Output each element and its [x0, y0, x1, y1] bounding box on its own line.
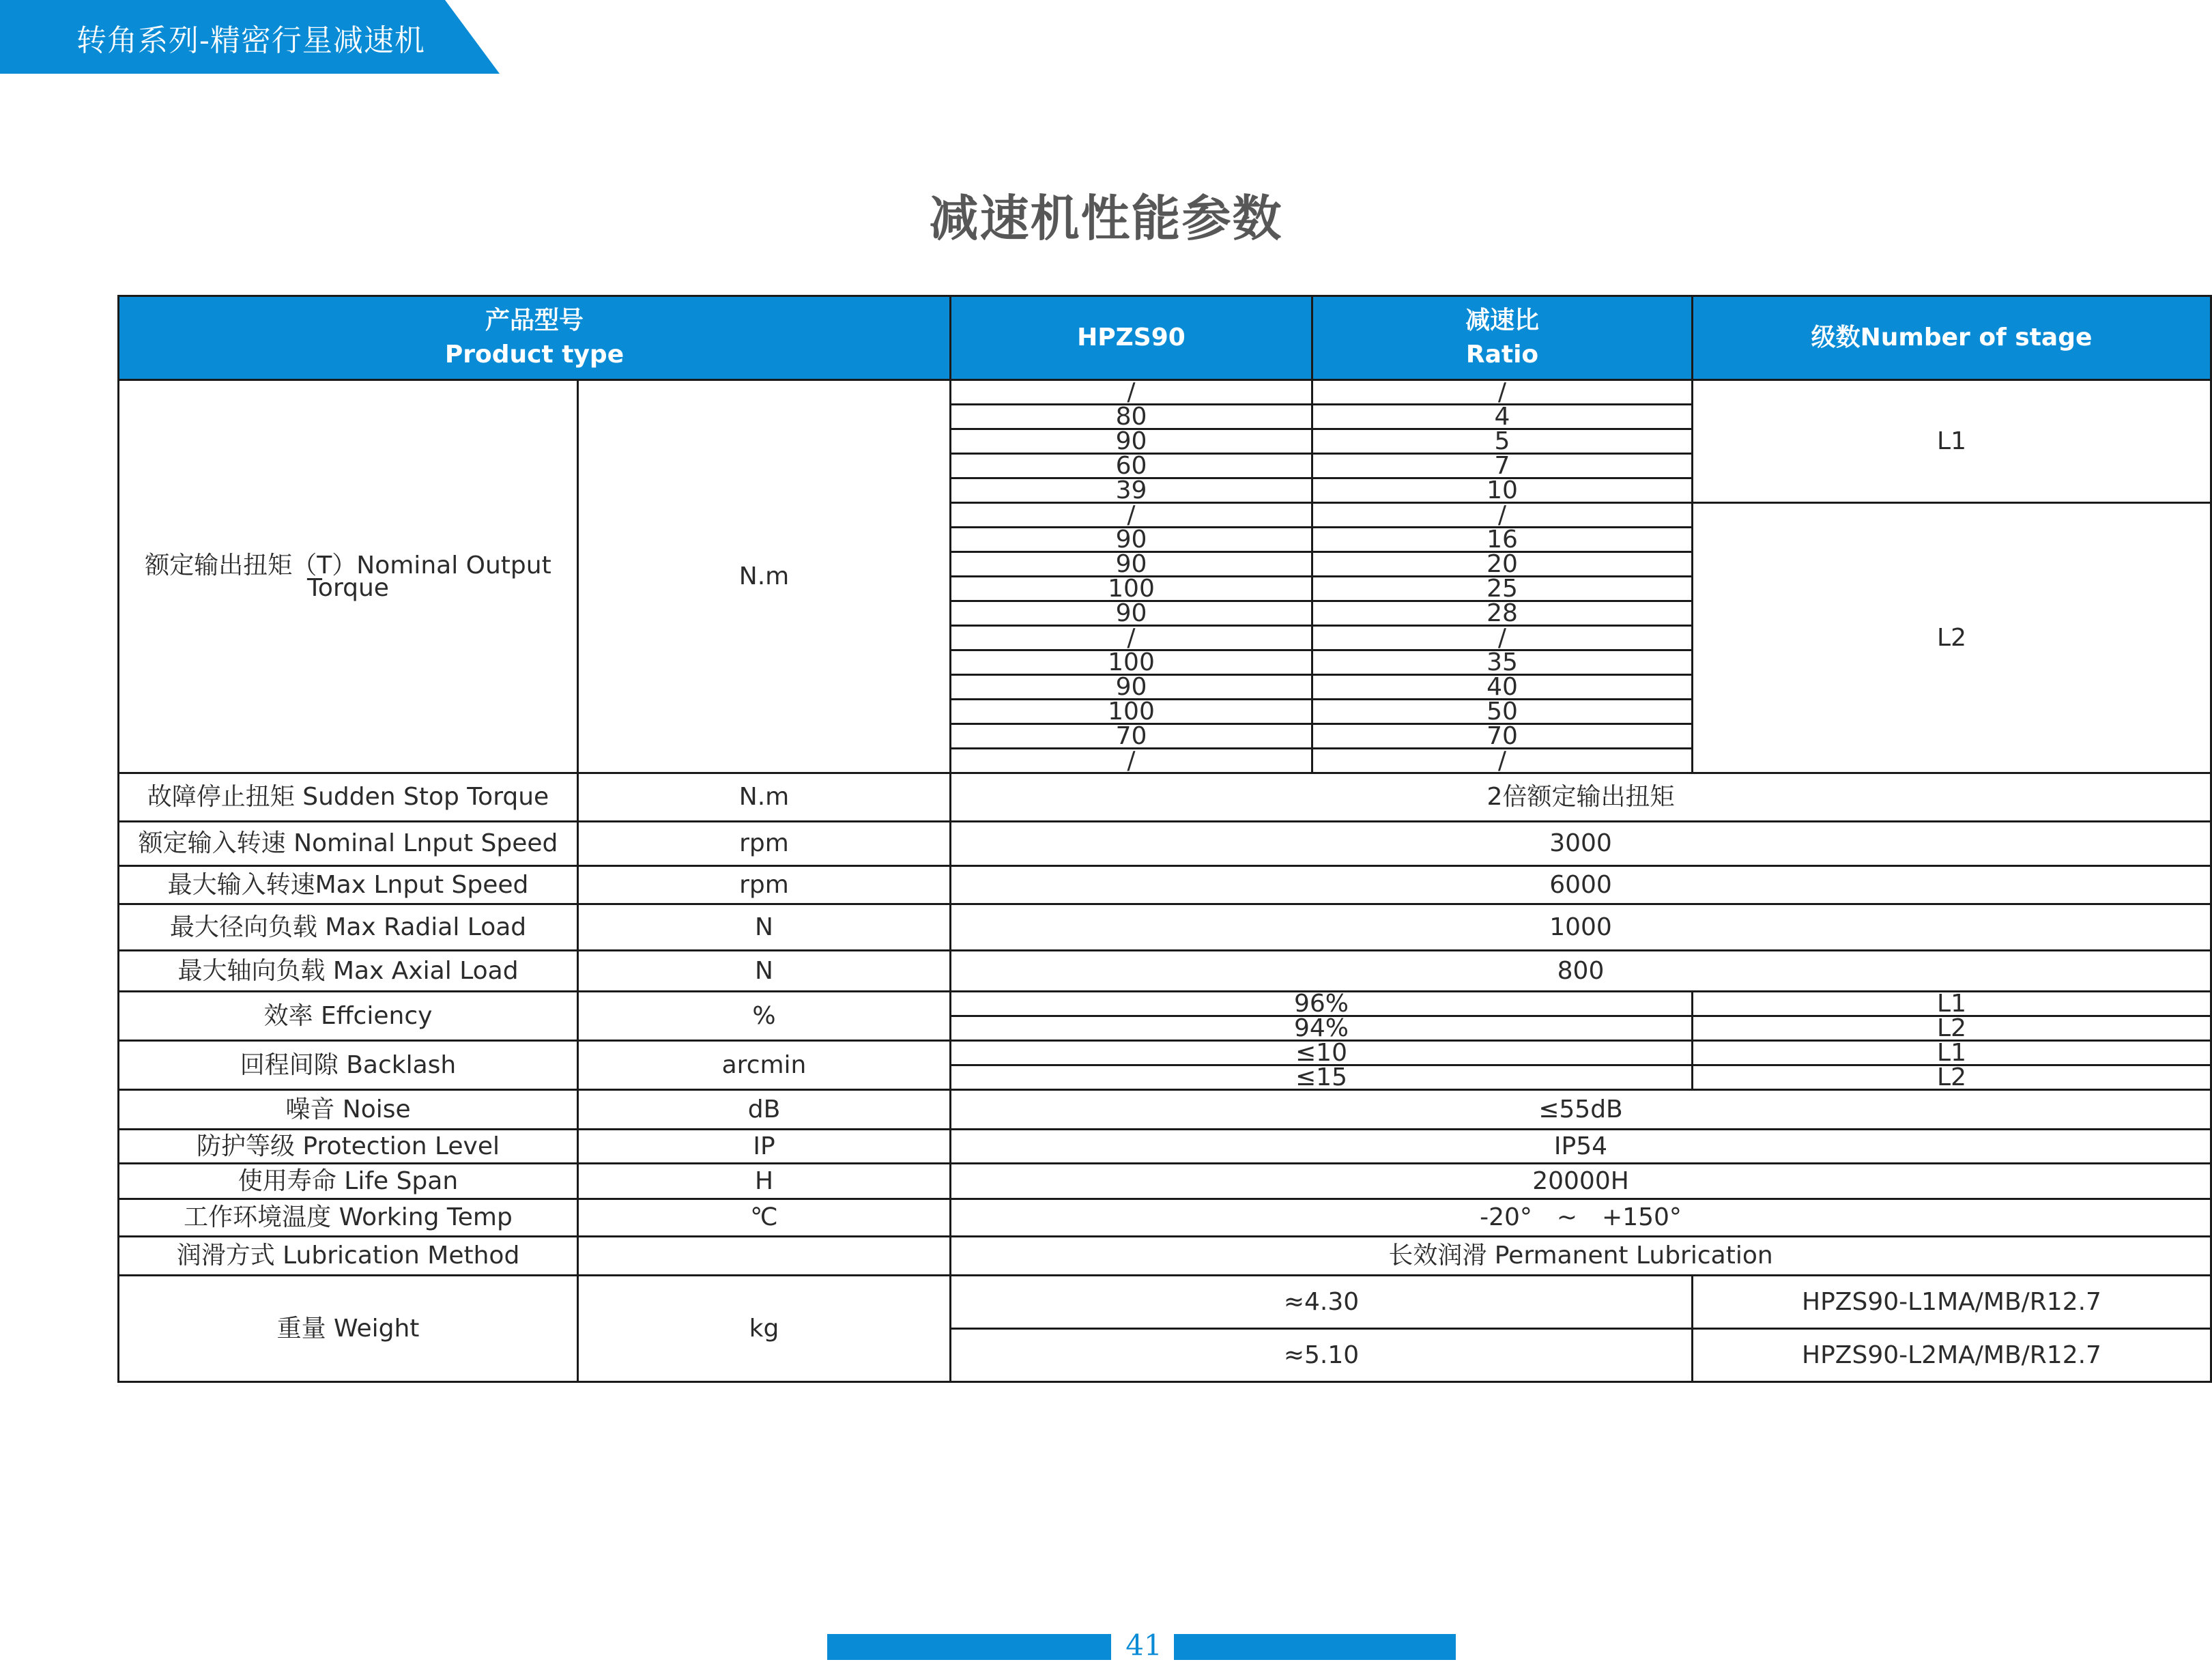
torque-ratio: 5: [1312, 429, 1693, 454]
axial-load-label: 最大轴向负载 Max Axial Load: [119, 951, 578, 992]
table-row: [119, 773, 2211, 822]
efficiency-value-l2: 94%: [951, 1016, 1693, 1041]
torque-ratio: /: [1312, 380, 1693, 405]
torque-value: 90: [951, 675, 1312, 700]
table-row: [119, 1237, 2211, 1276]
torque-value: /: [951, 626, 1312, 650]
backlash-value-l1: ≤10: [951, 1041, 1693, 1065]
table-row: [119, 1276, 2211, 1329]
torque-value: 90: [951, 528, 1312, 552]
torque-ratio: 10: [1312, 478, 1693, 503]
torque-value: 90: [951, 429, 1312, 454]
backlash-label: 回程间隙 Backlash: [119, 1041, 578, 1090]
table-row: [119, 822, 2211, 866]
torque-value: 100: [951, 700, 1312, 724]
torque-value: /: [951, 380, 1312, 405]
temp-value: -20° ~ +150°: [951, 1199, 2211, 1237]
weight-model-l2: HPZS90-L2MA/MB/R12.7: [1693, 1329, 2211, 1382]
life-unit: H: [578, 1164, 951, 1199]
noise-label: 噪音 Noise: [119, 1090, 578, 1130]
torque-value: 39: [951, 478, 1312, 503]
table-row: [119, 951, 2211, 992]
torque-ratio: /: [1312, 749, 1693, 773]
noise-value: ≤55dB: [951, 1090, 2211, 1130]
torque-label: 额定输出扭矩（T）Nominal Output Torque: [119, 380, 578, 773]
backlash-stage-l2: L2: [1693, 1065, 2211, 1090]
torque-unit: N.m: [578, 380, 951, 773]
footer-bar-left: [827, 1634, 1111, 1660]
torque-ratio: 7: [1312, 454, 1693, 478]
table-header-row: [119, 296, 2211, 380]
efficiency-stage-l1: L1: [1693, 992, 2211, 1016]
torque-value: 100: [951, 650, 1312, 675]
weight-value-l1: ≈4.30: [951, 1276, 1693, 1329]
table-row: [119, 1164, 2211, 1199]
weight-value-l2: ≈5.10: [951, 1329, 1693, 1382]
header-stage: 级数Number of stage: [1693, 296, 2211, 380]
table-row: [119, 904, 2211, 951]
torque-value: 90: [951, 601, 1312, 626]
torque-ratio: 20: [1312, 552, 1693, 577]
efficiency-unit: %: [578, 992, 951, 1041]
efficiency-label: 效率 Effciency: [119, 992, 578, 1041]
section-tab-label: 转角系列-精密行星减速机: [76, 23, 425, 58]
lubrication-value: 长效润滑 Permanent Lubrication: [951, 1237, 2211, 1276]
table-row: [119, 1090, 2211, 1130]
table-row: [119, 1130, 2211, 1164]
page-number: 41: [1125, 1629, 1162, 1662]
torque-ratio: 70: [1312, 724, 1693, 749]
table-row: [119, 992, 2211, 1016]
noise-unit: dB: [578, 1090, 951, 1130]
stage-l2: L2: [1693, 503, 2211, 773]
sudden-stop-value: 2倍额定输出扭矩: [951, 773, 2211, 822]
torque-ratio: /: [1312, 626, 1693, 650]
torque-value: 60: [951, 454, 1312, 478]
radial-load-label: 最大径向负载 Max Radial Load: [119, 904, 578, 951]
sudden-stop-label: 故障停止扭矩 Sudden Stop Torque: [119, 773, 578, 822]
life-label: 使用寿命 Life Span: [119, 1164, 578, 1199]
backlash-value-l2: ≤15: [951, 1065, 1693, 1090]
header-ratio: 减速比 Ratio: [1312, 296, 1693, 380]
sudden-stop-unit: N.m: [578, 773, 951, 822]
protection-value: IP54: [951, 1130, 2211, 1164]
torque-ratio: 50: [1312, 700, 1693, 724]
torque-ratio: 25: [1312, 577, 1693, 601]
weight-label: 重量 Weight: [119, 1276, 578, 1382]
lubrication-unit: [578, 1237, 951, 1276]
torque-value: 100: [951, 577, 1312, 601]
temp-unit: ℃: [578, 1199, 951, 1237]
header-product-type: 产品型号 Product type: [119, 296, 951, 380]
nominal-speed-label: 额定输入转速 Nominal Lnput Speed: [119, 822, 578, 866]
radial-load-value: 1000: [951, 904, 2211, 951]
torque-ratio: 28: [1312, 601, 1693, 626]
nominal-speed-value: 3000: [951, 822, 2211, 866]
torque-ratio: 16: [1312, 528, 1693, 552]
lubrication-label: 润滑方式 Lubrication Method: [119, 1237, 578, 1276]
torque-ratio: 35: [1312, 650, 1693, 675]
table-row: [119, 380, 2211, 405]
protection-unit: IP: [578, 1130, 951, 1164]
axial-load-unit: N: [578, 951, 951, 992]
torque-value: /: [951, 749, 1312, 773]
torque-value: /: [951, 503, 1312, 528]
temp-label: 工作环境温度 Working Temp: [119, 1199, 578, 1237]
max-speed-unit: rpm: [578, 866, 951, 904]
max-speed-value: 6000: [951, 866, 2211, 904]
protection-label: 防护等级 Protection Level: [119, 1130, 578, 1164]
torque-value: 80: [951, 405, 1312, 429]
table-row: [119, 1041, 2211, 1065]
header-model: HPZS90: [951, 296, 1312, 380]
efficiency-value-l1: 96%: [951, 992, 1693, 1016]
efficiency-stage-l2: L2: [1693, 1016, 2211, 1041]
nominal-speed-unit: rpm: [578, 822, 951, 866]
torque-ratio: 4: [1312, 405, 1693, 429]
backlash-stage-l1: L1: [1693, 1041, 2211, 1065]
spec-table: [117, 295, 2212, 1383]
stage-l1: L1: [1693, 380, 2211, 503]
torque-value: 70: [951, 724, 1312, 749]
backlash-unit: arcmin: [578, 1041, 951, 1090]
max-speed-label: 最大输入转速Max Lnput Speed: [119, 866, 578, 904]
page-title: 减速机性能参数: [929, 190, 1283, 247]
life-value: 20000H: [951, 1164, 2211, 1199]
torque-ratio: /: [1312, 503, 1693, 528]
weight-model-l1: HPZS90-L1MA/MB/R12.7: [1693, 1276, 2211, 1329]
axial-load-value: 800: [951, 951, 2211, 992]
torque-ratio: 40: [1312, 675, 1693, 700]
footer-bar-right: [1174, 1634, 1456, 1660]
table-row: [119, 866, 2211, 904]
radial-load-unit: N: [578, 904, 951, 951]
weight-unit: kg: [578, 1276, 951, 1382]
table-row: [119, 1199, 2211, 1237]
torque-value: 90: [951, 552, 1312, 577]
